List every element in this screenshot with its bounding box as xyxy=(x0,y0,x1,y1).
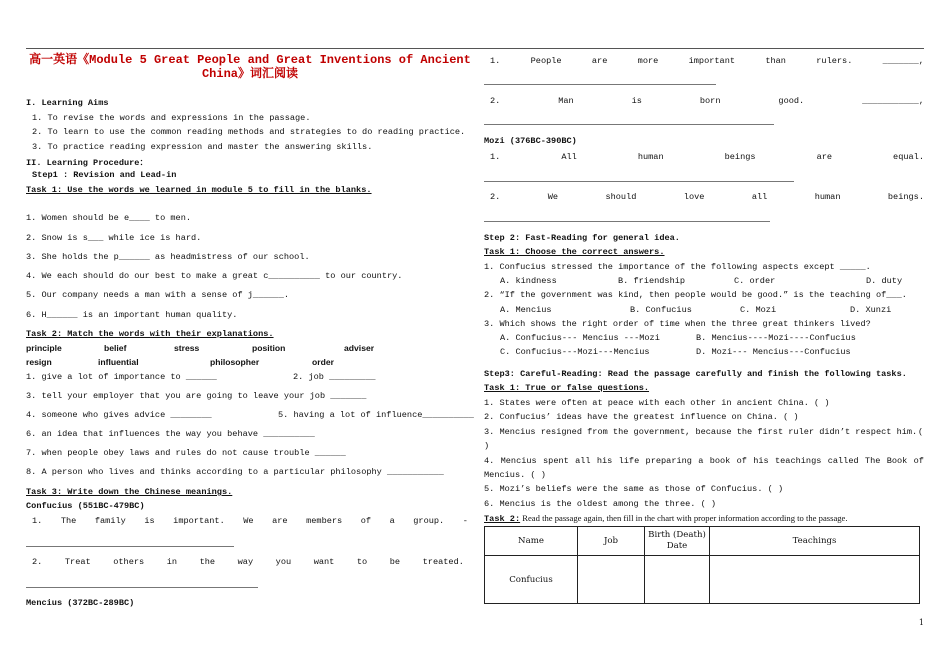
word: others xyxy=(113,557,145,567)
page-top-rule xyxy=(26,48,924,49)
word: love xyxy=(683,192,705,202)
task1-item: 6. H______ is an important human quality. xyxy=(26,310,238,320)
word: than xyxy=(765,56,786,66)
word: Mencius xyxy=(500,456,537,466)
task2-heading: Task 2: Match the words with their explanations. xyxy=(26,329,274,339)
word-bank-word: position xyxy=(252,343,286,353)
word: The xyxy=(864,456,881,466)
mc-question-3: 3. Which shows the right order of time when the three great thinkers lived? xyxy=(484,319,871,329)
mc-option[interactable]: C. Confucius---Mozi---Mencius xyxy=(500,347,650,357)
aims-heading: I. Learning Aims xyxy=(26,98,109,108)
mc-question-1: 1. Confucius stressed the importance of the following aspects except _____. xyxy=(484,262,871,272)
mc-option[interactable]: C. Mozi xyxy=(740,305,777,315)
word: human xyxy=(637,152,664,162)
word-bank-word: stress xyxy=(174,343,200,353)
tf-question-4 xyxy=(484,456,924,466)
answer-line[interactable] xyxy=(484,84,716,85)
word: members xyxy=(306,516,343,526)
word: equal. xyxy=(893,152,924,162)
word: life xyxy=(618,456,640,466)
word: more xyxy=(637,56,659,66)
word: human xyxy=(814,192,841,202)
word: - xyxy=(462,516,468,526)
chart-header-teachings: Teachings xyxy=(710,527,920,556)
tf-bracket-open: ( xyxy=(918,427,924,437)
word: We xyxy=(547,192,559,202)
word: People xyxy=(530,56,562,66)
tf-question-6: 6. Mencius is the oldest among the three. ( ) xyxy=(484,499,717,509)
mc-option[interactable]: B. friendship xyxy=(618,276,686,286)
word: 2. xyxy=(490,96,501,106)
confucius-sentence-2 xyxy=(32,557,464,567)
word: way xyxy=(237,557,254,567)
word: family xyxy=(94,516,126,526)
step3-task2-heading xyxy=(484,513,848,524)
step1-heading: Step1 : Revision and Lead-in xyxy=(32,170,177,180)
step3-heading: Step3: Careful-Reading: Read the passage carefully and finish the following tasks. xyxy=(484,369,907,379)
word: his xyxy=(596,456,613,466)
procedure-heading: II. Learning Procedure： xyxy=(26,158,149,168)
word: _______, xyxy=(882,56,924,66)
word: rulers. xyxy=(816,56,853,66)
task2-item: 6. an idea that influences the way you behave __________ xyxy=(26,429,315,439)
answer-line[interactable] xyxy=(484,221,770,222)
word: Treat xyxy=(64,557,91,567)
answer-line[interactable] xyxy=(26,587,258,588)
word-bank-word: belief xyxy=(104,343,127,353)
task2-item: 7. when people obey laws and rules do not cause trouble ______ xyxy=(26,448,346,458)
mc-option[interactable]: B. Confucius xyxy=(630,305,692,315)
chart-header-job: Job xyxy=(578,527,645,556)
chart-cell-birth[interactable] xyxy=(645,556,710,604)
word: to xyxy=(356,557,368,567)
task3-heading: Task 3: Write down the Chinese meanings. xyxy=(26,487,233,497)
word: all xyxy=(751,192,768,202)
word: in xyxy=(166,557,178,567)
word: Man xyxy=(558,96,574,106)
mc-option[interactable]: A. Mencius xyxy=(500,305,552,315)
word: 2. xyxy=(490,192,501,202)
word: is xyxy=(631,96,642,106)
word: spent xyxy=(543,456,569,466)
tf-question-1: 1. States were often at peace with each other in ancient China. ( ) xyxy=(484,398,830,408)
word-bank-word: order xyxy=(312,357,334,367)
task2-item: 1. give a lot of importance to ______ xyxy=(26,372,217,382)
word: are xyxy=(816,152,833,162)
word: important. xyxy=(173,516,225,526)
chart-cell-name: Confucius xyxy=(485,556,578,604)
word: The xyxy=(60,516,77,526)
mozi-heading: Mozi (376BC-390BC) xyxy=(484,136,577,146)
word: is xyxy=(144,516,155,526)
step3-task1-heading: Task 1: True or false questions. xyxy=(484,383,650,393)
word: are xyxy=(591,56,608,66)
word: all xyxy=(575,456,591,466)
word: 1. xyxy=(490,56,501,66)
word: called xyxy=(827,456,859,466)
word: Book xyxy=(886,456,908,466)
tf-question-2: 2. Confucius’ ideas have the greatest influence on China. ( ) xyxy=(484,412,799,422)
mozi-sentence-1 xyxy=(490,152,924,162)
task1-item: 5. Our company needs a man with a sense of j______. xyxy=(26,290,290,300)
aim-item: 2. To learn to use the common reading methods and strategies to do reading practice. xyxy=(32,127,466,137)
mencius-sentence-2 xyxy=(490,96,924,106)
word: of xyxy=(736,456,747,466)
step3-task2-label: Task 2: xyxy=(484,514,521,524)
word: want xyxy=(313,557,335,567)
mc-option[interactable]: A. Confucius--- Mencius ---Mozi xyxy=(500,333,660,343)
answer-line[interactable] xyxy=(484,181,794,182)
aim-item: 3. To practice reading expression and master the answering skills. xyxy=(32,142,373,152)
tf-question-4-cont: Mencius. ( ) xyxy=(484,470,546,480)
answer-line[interactable] xyxy=(484,124,774,125)
word: All xyxy=(561,152,577,162)
document-title-line1: 高一英语《Module 5 Great People and Great Inventions of Ancient xyxy=(29,53,471,67)
task1-item: 1. Women should be e____ to men. xyxy=(26,213,192,223)
word: 4. xyxy=(484,456,495,466)
mc-option[interactable]: D. duty xyxy=(866,276,903,286)
word: preparing xyxy=(645,456,692,466)
tf-question-5: 5. Mozi’s beliefs were the same as those of Confucius. ( ) xyxy=(484,484,784,494)
chart-header-name: Name xyxy=(485,527,578,556)
mc-option[interactable]: D. Xunzi xyxy=(850,305,892,315)
word-bank-word: resign xyxy=(26,357,52,367)
word: ___________, xyxy=(862,96,924,106)
word: book xyxy=(709,456,731,466)
word: 2. xyxy=(32,557,43,567)
mc-option[interactable]: C. order xyxy=(734,276,776,286)
task2-item: 3. tell your employer that you are going to leave your job _______ xyxy=(26,391,367,401)
mencius-heading: Mencius (372BC-289BC) xyxy=(26,598,135,608)
word-bank-word: principle xyxy=(26,343,62,353)
answer-line[interactable] xyxy=(26,546,234,547)
word: should xyxy=(605,192,637,202)
task1-item: 2. Snow is s___ while ice is hard. xyxy=(26,233,202,243)
task1-item: 4. We each should do our best to make a great c__________ to our country. xyxy=(26,271,403,281)
word: a xyxy=(389,516,395,526)
mozi-sentence-2 xyxy=(490,192,924,202)
word: are xyxy=(272,516,288,526)
document-title-line2: China》词汇阅读 xyxy=(201,67,298,81)
word: group. xyxy=(413,516,445,526)
teachings-chart xyxy=(484,526,920,604)
word: We xyxy=(243,516,254,526)
word: beings xyxy=(724,152,756,162)
word-bank-word: adviser xyxy=(344,343,375,353)
confucius-heading: Confucius (551BC-479BC) xyxy=(26,501,145,511)
word-bank-word: influential xyxy=(98,357,139,367)
step3-task2-text: Read the passage again, then fill in the chart with proper information according to the passage. xyxy=(520,513,848,523)
task2-item: 8. A person who lives and thinks according to a particular philosophy ___________ xyxy=(26,467,444,477)
chart-header-birth-l1: Birth (Death) xyxy=(648,530,706,540)
task2-item: 5. having a lot of influence__________ xyxy=(278,410,474,420)
task1-heading: Task 1: Use the words we learned in module 5 to fill in the blanks. xyxy=(26,185,372,195)
task2-item: 4. someone who gives advice ________ xyxy=(26,410,212,420)
word: 1. xyxy=(32,516,43,526)
word: important xyxy=(688,56,736,66)
step2-task1-heading: Task 1: Choose the correct answers. xyxy=(484,247,665,257)
task2-item: 2. job _________ xyxy=(293,372,376,382)
word: a xyxy=(698,456,704,466)
word: 1. xyxy=(490,152,501,162)
word: of xyxy=(913,456,924,466)
mc-option[interactable]: B. Mencius----Mozi----Confucius xyxy=(696,333,856,343)
confucius-sentence-1 xyxy=(32,516,468,526)
word: born xyxy=(699,96,721,106)
task1-item: 3. She holds the p______ as headmistress of our school. xyxy=(26,252,310,262)
mc-option[interactable]: D. Mozi--- Mencius---Confucius xyxy=(696,347,851,357)
word: the xyxy=(199,557,216,567)
word: of xyxy=(360,516,372,526)
word: his xyxy=(753,456,769,466)
tf-bracket-close: ) xyxy=(484,441,490,451)
word: treated. xyxy=(422,557,464,567)
chart-cell-job[interactable] xyxy=(578,556,645,604)
word-bank-word: philosopher xyxy=(210,357,260,367)
mc-option[interactable]: A. kindness xyxy=(500,276,557,286)
chart-header-birth-l2: Date xyxy=(666,541,688,551)
tf-question-3: 3. Mencius resigned from the government, because the first ruler didn’t respect him. xyxy=(484,427,918,437)
word: you xyxy=(275,557,292,567)
word: be xyxy=(389,557,401,567)
chart-header-birth xyxy=(645,527,710,556)
word: beings. xyxy=(887,192,924,202)
word: good. xyxy=(778,96,805,106)
page-number: 1 xyxy=(918,618,924,627)
mencius-sentence-1 xyxy=(490,56,924,66)
mc-question-2: 2. “If the government was kind, then people would be good.” is the teaching of___. xyxy=(484,290,907,300)
word: teachings xyxy=(774,456,822,466)
aim-item: 1. To revise the words and expressions in the passage. xyxy=(32,113,311,123)
chart-cell-teachings[interactable] xyxy=(710,556,920,604)
step2-heading: Step 2: Fast-Reading for general idea. xyxy=(484,233,680,243)
